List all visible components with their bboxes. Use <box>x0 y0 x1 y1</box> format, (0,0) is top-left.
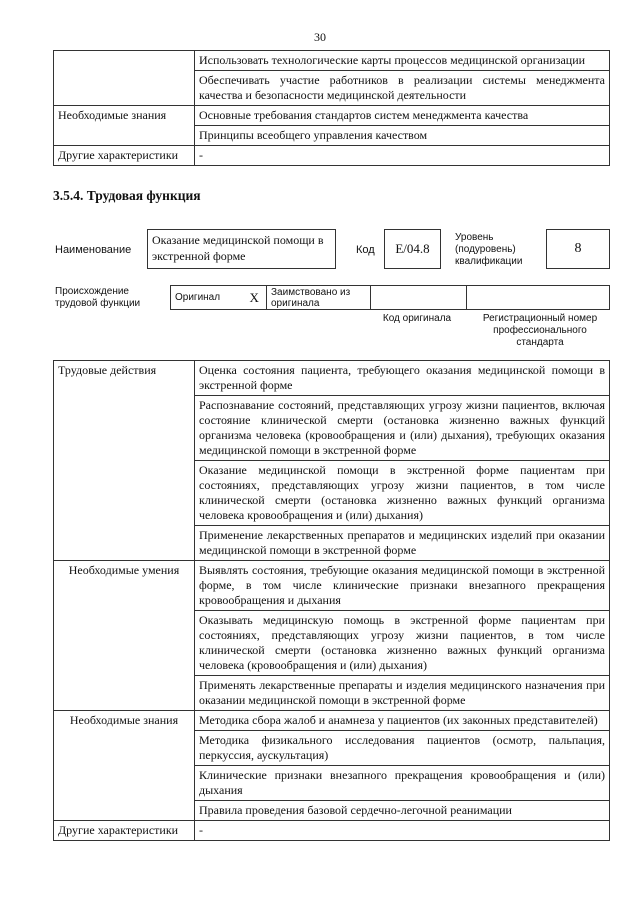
row-text-cell: Применять лекарственные препараты и изделия медицинского назначения при оказании медицинской помощи в экстренной форме <box>195 676 610 711</box>
original-code-cell <box>371 286 467 310</box>
function-name-box: Оказание медицинской помощи в экстренной форме <box>147 229 336 269</box>
reg-caption-line: профессионального <box>493 325 587 336</box>
row-text-cell: Обеспечивать участие работников в реализации системы менеджмента качества и безопасности медицинской деятельности <box>195 71 610 106</box>
row-text-cell: Клинические признаки внезапного прекращения кровообращения и (или) дыхания <box>195 766 610 801</box>
row-text-cell: - <box>195 146 610 166</box>
origin-label-line: трудовой функции <box>55 298 141 309</box>
qualification-level-label <box>455 232 522 268</box>
table-row <box>54 146 610 166</box>
row-text-cell: Применение лекарственных препаратов и медицинских изделий при оказании медицинской помощи в экстренной форме <box>195 526 610 561</box>
origin-label-line: Происхождение <box>55 286 129 297</box>
table-row <box>54 361 610 396</box>
original-mark-cell: X <box>243 286 267 310</box>
row-text-cell: Методика физикального исследования пациентов (осмотр, пальпация, перкуссия, аускультация) <box>195 731 610 766</box>
borrowed-label-cell <box>267 286 371 310</box>
row-label-cell: Необходимые умения <box>54 561 195 711</box>
row-label-cell: Необходимые знания <box>54 106 195 146</box>
naim-label: Наименование <box>55 244 132 256</box>
level-label-line: квалификации <box>455 256 523 267</box>
table-row <box>54 821 610 841</box>
row-text-cell: Оказывать медицинскую помощь в экстренной форме пациентам при состояниях, представляющих угрозу жизни пациентов, в том числе клинической смерти (остановка жизненно важных функций организма человека (кровообращения и (или) дыхания) <box>195 611 610 676</box>
table-row <box>54 106 610 126</box>
origin-table <box>170 285 610 310</box>
reg-caption-line: стандарта <box>516 337 564 348</box>
previous-function-table <box>53 50 610 166</box>
row-label-cell <box>54 51 195 106</box>
page-number: 30 <box>314 30 326 44</box>
row-text-cell: Правила проведения базовой сердечно-легочной реанимации <box>195 801 610 821</box>
row-label-cell: Другие характеристики <box>54 146 195 166</box>
row-label-cell: Трудовые действия <box>54 361 195 561</box>
borrowed-label-line: Заимствовано из <box>271 286 351 298</box>
row-text-cell: - <box>195 821 610 841</box>
reg-number-caption <box>470 313 610 349</box>
table-row <box>54 561 610 611</box>
row-text-cell: Выявлять состояния, требующие оказания медицинской помощи в экстренной форме, в том числе клинические признаки внезапного прекращения кровообращения и дыхания <box>195 561 610 611</box>
table-row <box>54 51 610 71</box>
origin-label <box>55 286 140 310</box>
row-text-cell: Распознавание состояний, представляющих угрозу жизни пациентов, включая состояние клинической смерти (остановка жизненно важных функций организма человека (кровообращения и (или) дыхания), требующих оказания медицинской помощи в экстренной форме <box>195 396 610 461</box>
row-label-cell: Другие характеристики <box>54 821 195 841</box>
code-label: Код <box>356 244 375 256</box>
reg-caption-line: Регистрационный номер <box>482 313 598 324</box>
table-row <box>171 286 610 310</box>
level-label-line: (подуровень) <box>455 244 516 255</box>
row-text-cell: Основные требования стандартов систем менеджмента качества <box>195 106 610 126</box>
reg-number-cell <box>467 286 610 310</box>
original-code-caption: Код оригинала <box>382 313 452 324</box>
table-row <box>54 711 610 731</box>
code-value-box: E/04.8 <box>384 229 441 269</box>
row-text-cell: Методика сбора жалоб и анамнеза у пациентов (их законных представителей) <box>195 711 610 731</box>
row-text-cell: Оценка состояния пациента, требующего оказания медицинской помощи в экстренной форме <box>195 361 610 396</box>
row-text-cell: Принципы всеобщего управления качеством <box>195 126 610 146</box>
section-heading: 3.5.4. Трудовая функция <box>53 188 201 203</box>
row-text-cell: Оказание медицинской помощи в экстренной форме пациентам при состояниях, представляющих угрозу жизни пациентов, в том числе клинической смерти (остановка жизненно важных функций организма человека кровообращения и (или) дыхания) <box>195 461 610 526</box>
level-label-line: Уровень <box>455 232 494 243</box>
borrowed-label-line: оригинала <box>271 297 320 309</box>
function-details-table <box>53 360 610 841</box>
original-label-cell: Оригинал <box>171 286 243 310</box>
qualification-level-box: 8 <box>546 229 610 269</box>
row-text-cell: Использовать технологические карты процессов медицинской организации <box>195 51 610 71</box>
row-label-cell: Необходимые знания <box>54 711 195 821</box>
